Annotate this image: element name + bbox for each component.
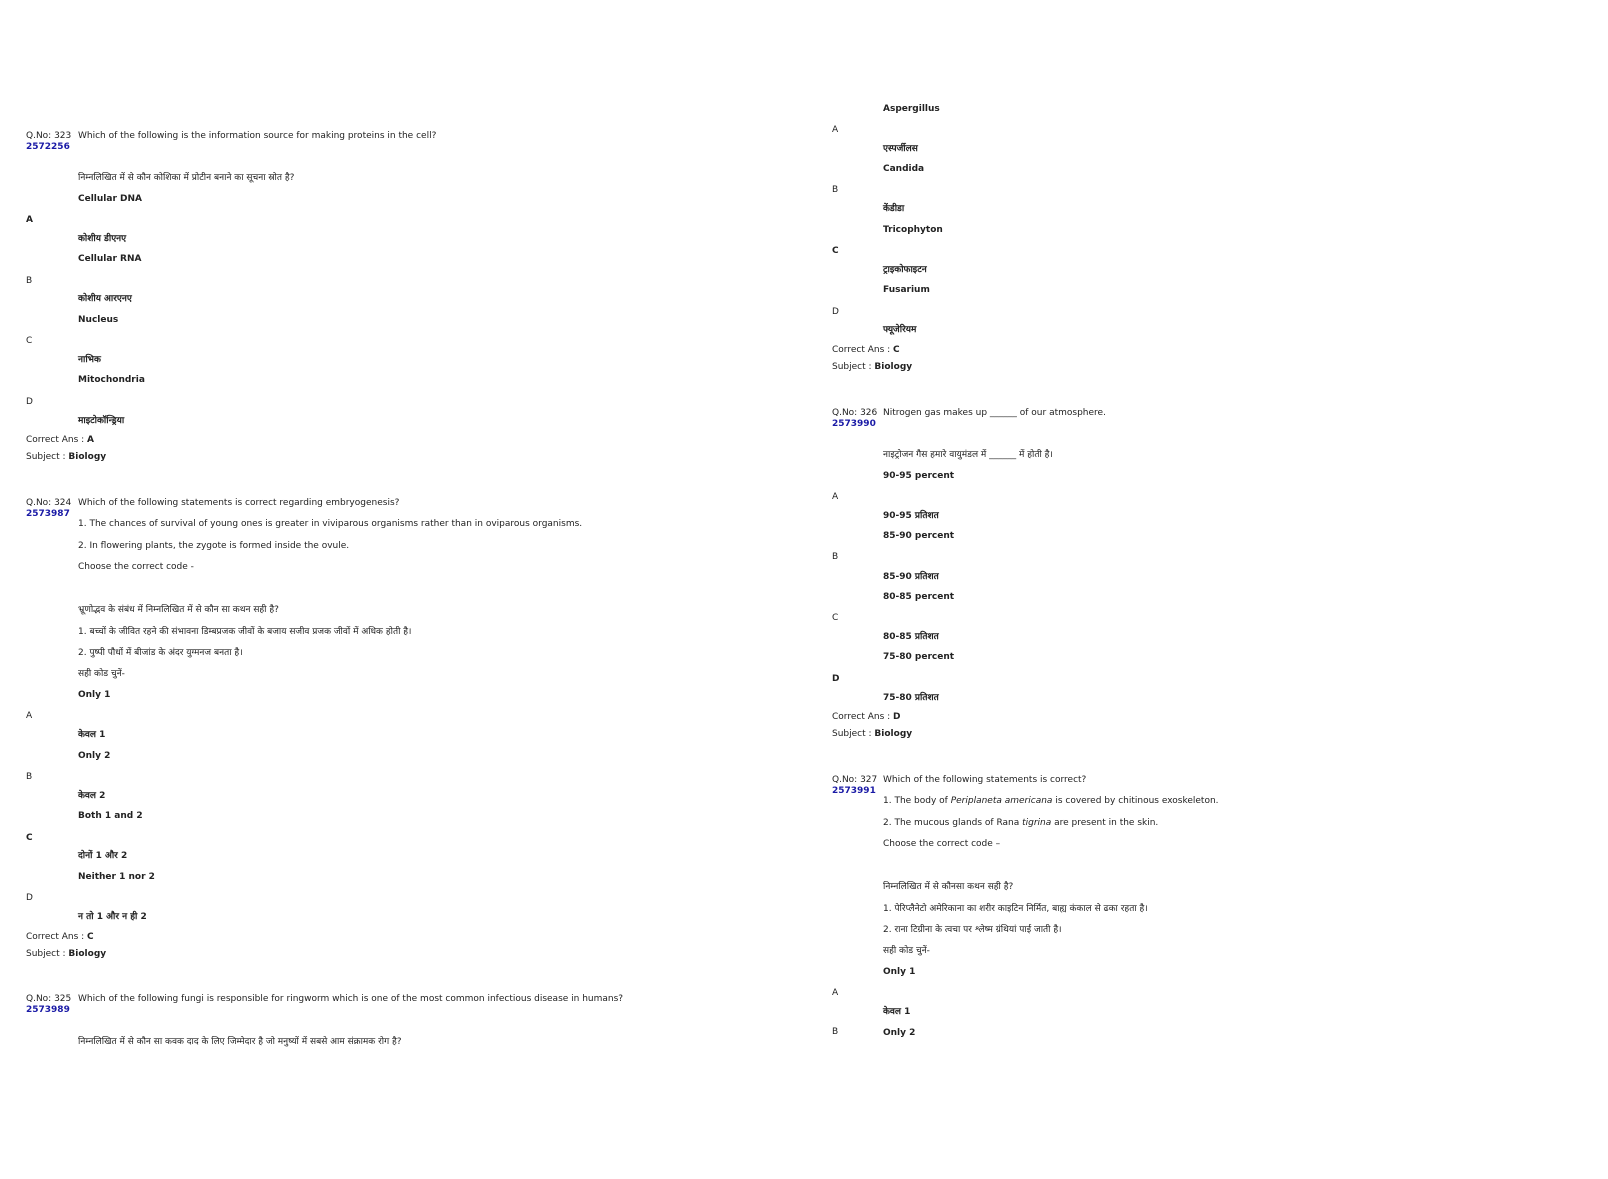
question-id: 2573989 [26, 1005, 70, 1015]
question-number: Q.No: 325 [26, 994, 72, 1004]
option-b-text: Candida [883, 164, 925, 174]
option-b-hindi: केवल 2 [78, 791, 106, 801]
statement-1: 1. The body of Periplaneta americana is covered by chitinous exoskeleton. [883, 796, 1219, 806]
question-number: Q.No: 327 [832, 775, 878, 785]
option-b-hindi: केंडीडा [883, 204, 905, 214]
choose-code: Choose the correct code – [883, 839, 1001, 849]
question-text: Which of the following fungi is responsible for ringworm which is one of the most common infectious disease in humans? [78, 994, 624, 1004]
question-text: Nitrogen gas makes up ______ of our atmosphere. [883, 408, 1106, 418]
question-id: 2572256 [26, 142, 70, 152]
question-id: 2573990 [832, 419, 876, 429]
option-d-text: 75-80 percent [883, 652, 955, 662]
option-b-hindi: 85-90 प्रतिशत [883, 572, 939, 582]
correct-answer: Correct Ans : C [26, 932, 94, 942]
option-d-text: Neither 1 nor 2 [78, 872, 155, 882]
option-d-letter: D [26, 397, 33, 407]
option-d-hindi: माइटोकॉन्ड्रिया [78, 416, 125, 426]
option-c-letter: C [26, 833, 33, 843]
option-c-hindi: 80-85 प्रतिशत [883, 632, 939, 642]
option-a-letter: A [832, 988, 839, 998]
option-a-letter: A [26, 215, 33, 225]
question-text-hindi: निम्नलिखित में से कौन कोशिका में प्रोटीन बनाने का सूचना स्रोत है? [78, 173, 295, 183]
option-b-letter: B [832, 1027, 839, 1037]
option-a-letter: A [832, 492, 839, 502]
correct-answer: Correct Ans : D [832, 712, 901, 722]
subject: Subject : Biology [26, 452, 107, 462]
question-text-hindi: निम्नलिखित में से कौनसा कथन सही है? [883, 882, 1014, 892]
option-a-text: 90-95 percent [883, 471, 955, 481]
option-d-letter: D [832, 674, 840, 684]
question-id: 2573991 [832, 786, 876, 796]
statement-1: 1. The chances of survival of young ones is greater in viviparous organisms rather than in oviparous organisms. [78, 519, 583, 529]
option-d-letter: D [832, 307, 839, 317]
correct-answer: Correct Ans : C [832, 345, 900, 355]
option-b-letter: B [26, 276, 33, 286]
option-a-hindi: केवल 1 [78, 730, 106, 740]
question-text-hindi: भ्रूणोद्भव के संबंध में निम्नलिखित में से कौन सा कथन सही है? [78, 605, 279, 615]
choose-code-hindi: सही कोड चुनें- [78, 669, 125, 679]
option-d-hindi: न तो 1 और न ही 2 [78, 912, 147, 922]
option-a-hindi: केवल 1 [883, 1007, 911, 1017]
option-a-letter: A [832, 125, 839, 135]
question-text-hindi: नाइट्रोजन गैस हमारे वायुमंडल में ______ में होती है। [883, 450, 1053, 460]
option-d-letter: D [26, 893, 33, 903]
option-d-text: Mitochondria [78, 375, 145, 385]
option-c-text: Tricophyton [883, 225, 943, 235]
choose-code-hindi: सही कोड चुनें- [883, 946, 930, 956]
option-c-hindi: नाभिक [78, 355, 101, 365]
option-b-letter: B [832, 185, 839, 195]
statement-2: 2. The mucous glands of Rana tigrina are present in the skin. [883, 818, 1159, 828]
statement-2-hindi: 2. राना टिग्रीना के त्वचा पर श्लेष्म ग्रंथियां पाई जाती है। [883, 925, 1062, 935]
option-a-text: Only 1 [883, 967, 916, 977]
option-b-text: Cellular RNA [78, 254, 142, 264]
question-text: Which of the following statements is correct? [883, 775, 1087, 785]
option-d-text: Fusarium [883, 285, 930, 295]
statement-2: 2. In flowering plants, the zygote is formed inside the ovule. [78, 541, 350, 551]
statement-1-hindi: 1. पेरिप्लैनेटो अमेरिकाना का शरीर काइटिन निर्मित, बाह्य कंकाल से ढका रहता है। [883, 904, 1148, 914]
question-number: Q.No: 326 [832, 408, 878, 418]
option-c-text: Both 1 and 2 [78, 811, 143, 821]
statement-1-hindi: 1. बच्चों के जीवित रहने की संभावना डिम्बप्रजक जीवों के बजाय सजीव प्रजक जीवों में अधिक होती है। [78, 627, 412, 637]
option-d-hindi: फ्यूजेरियम [883, 325, 917, 335]
option-b-letter: B [832, 552, 839, 562]
question-text: Which of the following statements is correct regarding embryogenesis? [78, 498, 400, 508]
option-b-text: Only 2 [78, 751, 111, 761]
subject: Subject : Biology [832, 362, 913, 372]
option-d-hindi: 75-80 प्रतिशत [883, 693, 939, 703]
option-c-text: 80-85 percent [883, 592, 955, 602]
option-a-text: Aspergillus [883, 104, 940, 114]
option-a-text: Only 1 [78, 690, 111, 700]
option-c-letter: C [832, 613, 839, 623]
option-a-hindi: कोशीय डीएनए [78, 234, 127, 244]
subject: Subject : Biology [26, 949, 107, 959]
option-b-text: 85-90 percent [883, 531, 955, 541]
subject: Subject : Biology [832, 729, 913, 739]
option-b-letter: B [26, 772, 33, 782]
option-a-hindi: 90-95 प्रतिशत [883, 511, 939, 521]
option-c-letter: C [832, 246, 839, 256]
question-text-hindi: निम्नलिखित में से कौन सा कवक दाद के लिए जिम्मेदार है जो मनुष्यों में सबसे आम संक्रामक रोग है? [78, 1037, 402, 1047]
question-text: Which of the following is the information source for making proteins in the cell? [78, 131, 437, 141]
option-c-hindi: ट्राइकोफाइटन [883, 265, 927, 275]
statement-2-hindi: 2. पुष्पी पौधों में बीजांड के अंदर युग्मनज बनता है। [78, 648, 243, 658]
option-b-hindi: कोशीय आरएनए [78, 294, 132, 304]
question-number: Q.No: 323 [26, 131, 72, 141]
question-number: Q.No: 324 [26, 498, 72, 508]
option-a-letter: A [26, 711, 33, 721]
option-c-hindi: दोनों 1 और 2 [78, 851, 128, 861]
option-a-text: Cellular DNA [78, 194, 142, 204]
choose-code: Choose the correct code - [78, 562, 194, 572]
question-id: 2573987 [26, 509, 70, 519]
option-c-letter: C [26, 336, 33, 346]
option-b-text: Only 2 [883, 1028, 916, 1038]
option-c-text: Nucleus [78, 315, 119, 325]
option-a-hindi: एस्पर्जीलस [883, 144, 918, 154]
correct-answer: Correct Ans : A [26, 435, 94, 445]
